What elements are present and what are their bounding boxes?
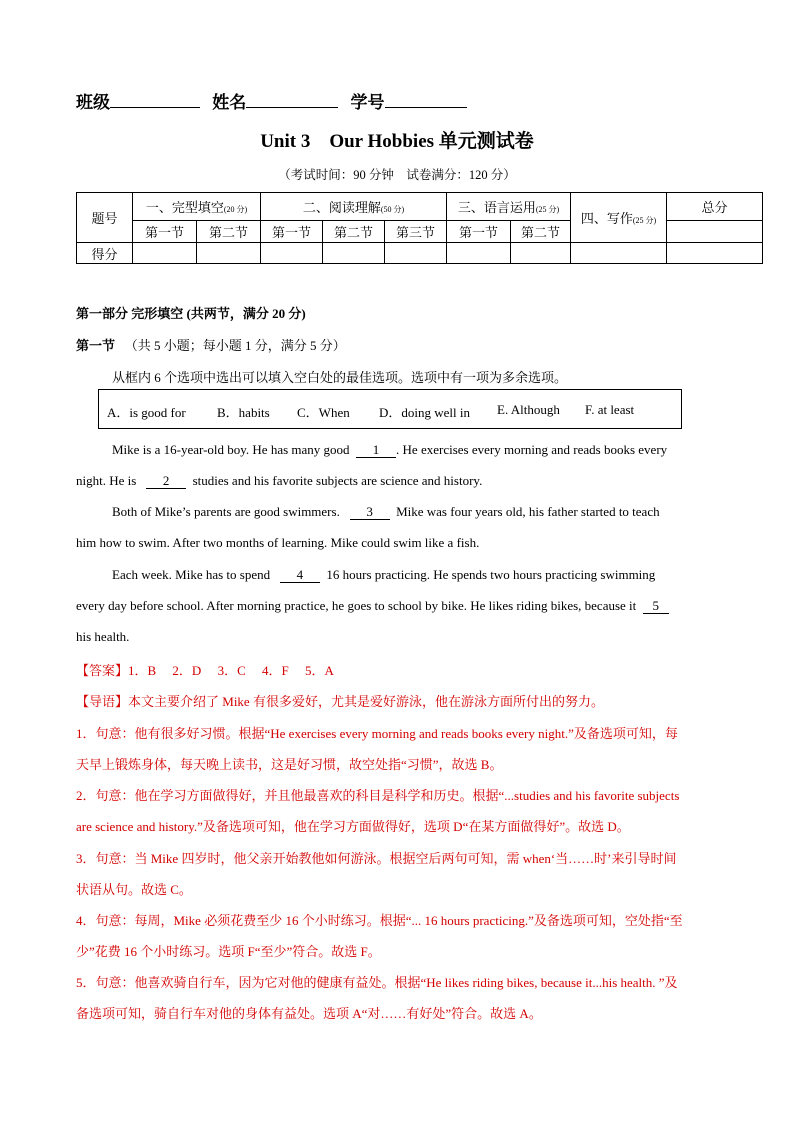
section4-header: 四、写作(25 分) [571, 193, 667, 243]
score-cell[interactable] [261, 243, 323, 264]
passage-line: night. He is 2 studies and his favorite subjects are science and history. [76, 473, 483, 488]
exam-info: （考试时间：90 分钟 试卷满分：120 分） [278, 168, 516, 182]
page-title: Unit 3 Our Hobbies 单元测试卷 [260, 131, 534, 152]
guide-tag: 【导语】 [76, 694, 129, 709]
score-row-label: 得分 [77, 243, 133, 264]
blank-5[interactable]: 5 [643, 599, 669, 614]
class-blank[interactable] [110, 93, 200, 108]
passage-line: every day before school. After morning practice, he goes to school by bike. He likes riding bikes, because it 5 [76, 598, 669, 614]
score-cell[interactable] [197, 243, 261, 264]
passage-line: Mike is a 16-year-old boy. He has many good 1 . He exercises every morning and reads books every [112, 442, 668, 457]
section1-header: 一、完型填空(20 分) [133, 193, 261, 221]
part1-heading: 第一部分 完形填空 (共两节，满分 20 分) [76, 306, 306, 321]
option-d: D．doing well in [379, 405, 470, 420]
name-blank[interactable] [246, 93, 338, 108]
score-cell[interactable] [447, 243, 511, 264]
section-label: 第一节 [76, 338, 116, 353]
sub-header: 第三节 [385, 221, 447, 243]
guide-text: 本文主要介绍了 Mike 有很多爱好，尤其是爱好游泳，他在游泳方面所付出的努力。 [128, 694, 604, 709]
guide-line [76, 691, 604, 710]
score-cell[interactable] [133, 243, 197, 264]
passage-line: Each week. Mike has to spend 4 16 hours practicing. He spends two hours practicing swimming [112, 567, 656, 582]
options-box [98, 389, 682, 429]
passage-line: him how to swim. After two months of learning. Mike could swim like a fish. [76, 535, 480, 550]
sub-header: 第一节 [133, 221, 197, 243]
section-info: （共 5 小题；每小题 1 分，满分 5 分） [124, 338, 346, 353]
option-c: C．When [297, 405, 350, 420]
student-id-blank[interactable] [385, 93, 467, 108]
sub-header: 第一节 [261, 221, 323, 243]
sub-header: 第二节 [197, 221, 261, 243]
answer-tag: 【答案】 [76, 663, 129, 678]
score-cell[interactable] [385, 243, 447, 264]
class-label: 班级 [76, 93, 110, 112]
passage-line: his health. [76, 629, 130, 644]
explanation-4-line1: 4．句意：每周，Mike 必须花费至少 16 个小时练习。根据“... 16 hours practicing.”及备选项可知，空处指“至 [76, 913, 683, 928]
blank-3[interactable]: 3 [350, 505, 390, 520]
explanation-5-line2: 备选项可知，骑自行车对他的身体有益处。选项 A“对……有好处”符合。故选 A。 [76, 1006, 542, 1021]
passage-line: Both of Mike’s parents are good swimmers. 3 Mike was four years old, his father started to teach [112, 504, 660, 519]
score-table [76, 192, 763, 264]
option-f: F. at least [585, 402, 635, 417]
explanation-4-line2: 少”花费 16 个小时练习。选项 F“至少”符合。故选 F。 [76, 944, 381, 959]
explanation-3-line1: 3．句意：当 Mike 四岁时，他父亲开始教他如何游泳。根据空后两句可知，需 when‘当……时’来引导时间 [76, 851, 677, 866]
total-sub-cell [667, 221, 763, 243]
section1-line [76, 335, 346, 354]
blank-4[interactable]: 4 [280, 568, 320, 583]
explanation-2-line2: are science and history.”及备选项可知，他在学习方面做得好，选项 D“在某方面做得好”。故选 D。 [76, 819, 630, 834]
score-cell[interactable] [571, 243, 667, 264]
answer-line [76, 660, 334, 679]
option-e: E. Although [497, 402, 560, 417]
student-id-label: 学号 [350, 93, 385, 112]
sub-header: 第二节 [323, 221, 385, 243]
blank-1[interactable]: 1 [356, 443, 396, 458]
explanation-3-line2: 状语从句。故选 C。 [76, 882, 192, 897]
section2-header: 二、阅读理解(50 分) [261, 193, 447, 221]
sub-header: 第一节 [447, 221, 511, 243]
explanation-1-line1: 1．句意：他有很多好习惯。根据“He exercises every morning and reads books every night.”及备选项可知，每 [76, 726, 678, 741]
name-label: 姓名 [212, 93, 247, 112]
explanation-1-line2: 天早上锻炼身体，每天晚上读书，这是好习惯，故空处指“习惯”，故选 B。 [76, 757, 503, 772]
score-cell[interactable] [511, 243, 571, 264]
score-cell[interactable] [323, 243, 385, 264]
instruction: 从框内 6 个选项中选出可以填入空白处的最佳选项。选项中有一项为多余选项。 [112, 370, 568, 385]
total-score-cell[interactable] [667, 243, 763, 264]
option-a: A．is good for [107, 405, 186, 420]
student-info-line [76, 88, 475, 113]
blank-2[interactable]: 2 [146, 474, 186, 489]
explanation-5-line1: 5．句意：他喜欢骑自行车，因为它对他的健康有益处。根据“He likes riding bikes, because it...his health. ”及 [76, 975, 678, 990]
answer-text: 1．B 2．D 3．C 4．F 5．A [128, 663, 334, 678]
option-b: B．habits [217, 405, 270, 420]
total-header: 总分 [667, 193, 763, 221]
question-number-header: 题号 [77, 193, 133, 243]
sub-header: 第二节 [511, 221, 571, 243]
section3-header: 三、语言运用(25 分) [447, 193, 571, 221]
explanation-2-line1: 2．句意：他在学习方面做得好，并且他最喜欢的科目是科学和历史。根据“...studies and his favorite subjects [76, 788, 680, 803]
